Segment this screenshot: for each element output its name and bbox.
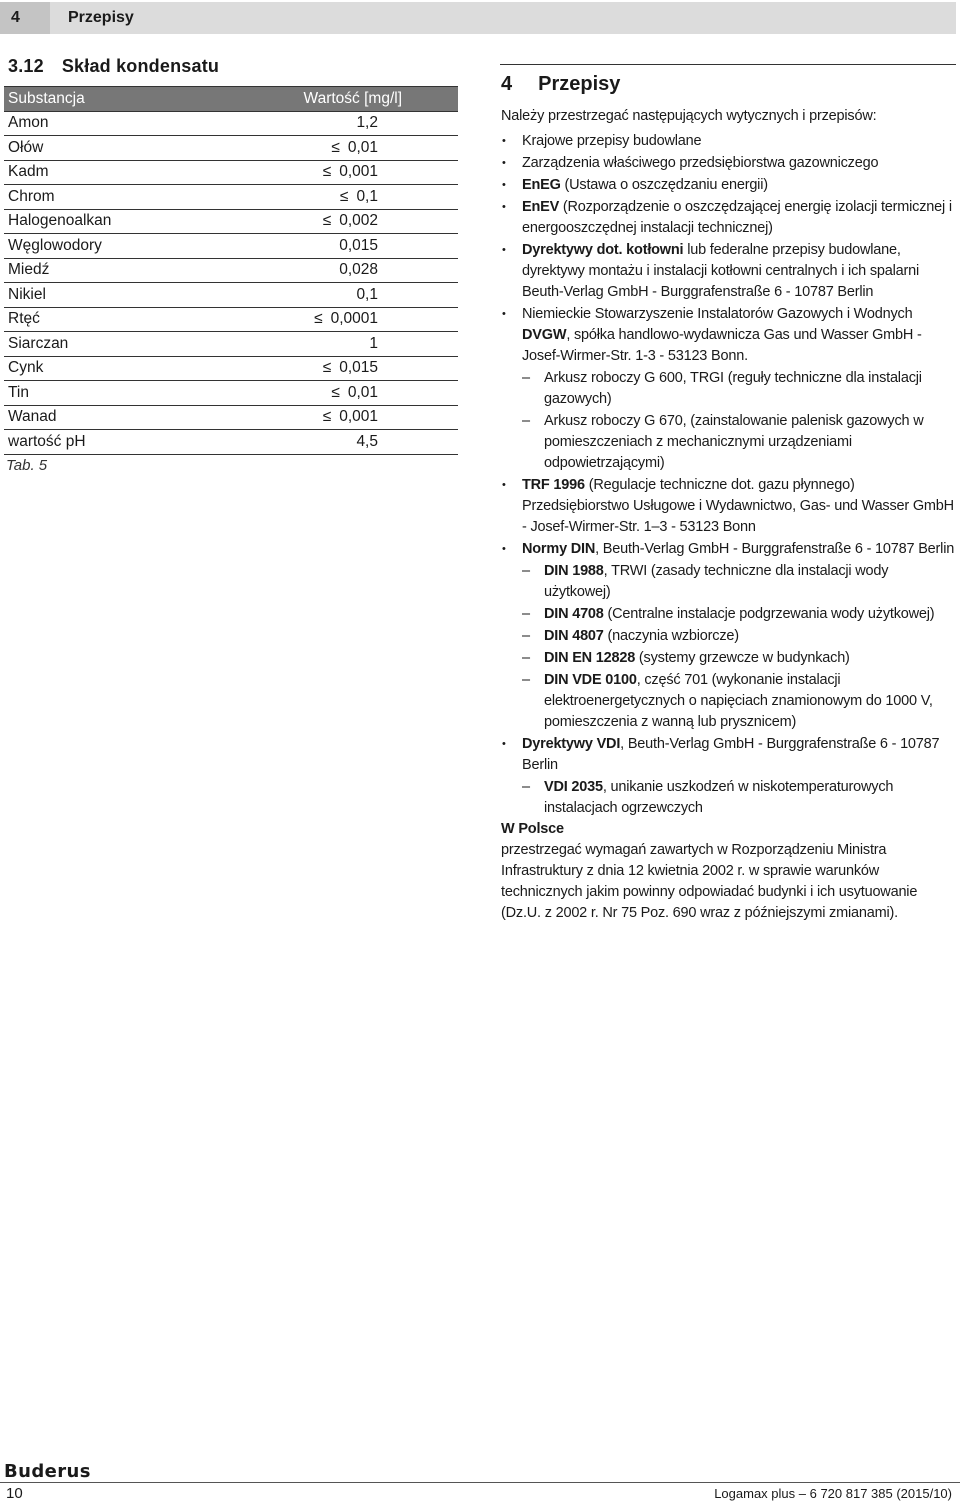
page-number: 10 [6,1485,23,1502]
value-text: 0,002 [339,212,378,230]
table-row [4,234,458,259]
list-item: • Dyrektywy dot. kotłowni lub federalne przepisy budowlane, dyrektywy montażu i instalacji kotłowni centralnych i ich spalarni Beuth-Verlag GmbH - Burggrafenstraße 6 - 10787 Berlin [501,240,956,303]
list-item: • EnEV (Rozporządzenie o oszczędzającej energię izolacji termicznej i energooszczędnej instalacji technicznej) [501,197,956,239]
chapter-number: 4 [0,2,50,34]
regulations-number: 4 [501,73,513,95]
section-heading [8,56,219,77]
substance-value [191,307,458,332]
substance-name: Tin [4,381,191,406]
substance-value [191,430,458,455]
sub-list-item: – DIN VDE 0100, część 701 (wykonanie instalacji elektroenergetycznych o napięciach znamionowym do 1000 V, pomieszczenia z wanną lub prysznicem) [501,670,956,733]
value-text: 0,015 [339,236,378,254]
buderus-logo: Buderus [4,1461,91,1482]
regulations-title: Przepisy [538,73,621,95]
value-text: 0,01 [347,138,378,156]
substance-name: Amon [4,111,191,136]
substance-value [191,332,458,357]
less-or-equal-symbol: ≤ [339,187,349,205]
sub-list-item: – DIN EN 12828 (systemy grzewcze w budynkach) [501,648,956,669]
table-caption: Tab. 5 [6,457,48,474]
table-row [4,430,458,455]
section-number: 3.12 [8,56,44,76]
value-text: 0,001 [339,163,378,181]
substance-value [191,283,458,308]
value-text: 0,0001 [330,310,378,328]
sub-list-item: – VDI 2035, unikanie uszkodzeń w niskotemperaturowych instalacjach ogrzewczych [501,777,956,819]
table-row [4,307,458,332]
substance-name: Miedź [4,258,191,283]
table-body [4,111,458,454]
less-or-equal-symbol: ≤ [322,163,332,181]
less-or-equal-symbol: ≤ [331,138,340,156]
substance-value [191,258,458,283]
substance-value [191,136,458,161]
document-id: Logamax plus – 6 720 817 385 (2015/10) [714,1486,952,1501]
poland-text: przestrzegać wymagań zawartych w Rozporządzeniu Ministra Infrastruktury z dnia 12 kwietnia 2002 r. w sprawie warunków technicznych jakim powinny odpowiadać budynki i ich usytuowanie (Dz.U. z 2002 r. Nr 75 Poz. 690 wraz z późniejszymi zmianami). [501,842,918,921]
value-text: 0,028 [339,261,378,279]
table-header-row [4,87,458,112]
column-header-substance: Substancja [4,87,191,112]
less-or-equal-symbol: ≤ [331,383,340,401]
table-row [4,283,458,308]
value-text: 0,015 [339,359,378,377]
table-row [4,160,458,185]
header-bar [0,2,956,34]
less-or-equal-symbol: ≤ [322,212,332,230]
substance-value [191,160,458,185]
column-header-value: Wartość [mg/l] [191,87,458,112]
sub-list-item: – Arkusz roboczy G 670, (zainstalowanie palenisk gazowych w pomieszczeniach z mechanicznymi urządzeniami odpowietrzającymi) [501,411,956,474]
less-or-equal-symbol: ≤ [314,310,323,328]
value-text: 0,001 [339,408,378,426]
chapter-title: Przepisy [68,9,134,26]
table-row [4,381,458,406]
substance-value [191,234,458,259]
poland-heading: W Polsce [501,821,564,837]
sub-list-item: – DIN 4807 (naczynia wzbiorcze) [501,626,956,647]
substance-name: Siarczan [4,332,191,357]
footer-divider [0,1482,960,1483]
list-item: • Zarządzenia właściwego przedsiębiorstwa gazowniczego [501,153,956,174]
value-text: 0,01 [347,383,378,401]
table-row [4,185,458,210]
table-row [4,136,458,161]
sub-list-item: – DIN 1988, TRWI (zasady techniczne dla instalacji wody użytkowej) [501,561,956,603]
substance-name: Nikiel [4,283,191,308]
section-title: Skład kondensatu [61,56,220,76]
value-text: 0,1 [356,187,378,205]
list-item: • Niemieckie Stowarzyszenie Instalatorów Gazowych i Wodnych DVGW, spółka handlowo-wydawnicza Gas und Wasser GmbH - Josef-Wirmer-Str. 1-3 - 53123 Bonn. [501,304,956,367]
substance-name: Cynk [4,356,191,381]
substance-value [191,381,458,406]
regulations-heading [501,73,620,96]
less-or-equal-symbol: ≤ [322,408,332,426]
substance-name: Chrom [4,185,191,210]
value-text: 0,1 [356,285,378,303]
substance-name: Ołów [4,136,191,161]
substance-value [191,111,458,136]
intro-text: Należy przestrzegać następujących wytycznych i przepisów: [501,108,877,124]
substance-name: Kadm [4,160,191,185]
table-row [4,258,458,283]
substance-name: wartość pH [4,430,191,455]
substance-name: Rtęć [4,307,191,332]
list-item: • Dyrektywy VDI, Beuth-Verlag GmbH - Burggrafenstraße 6 - 10787 Berlin [501,734,956,776]
value-text: 1,2 [356,114,378,132]
list-item: • EnEG (Ustawa o oszczędzaniu energii) [501,175,956,196]
less-or-equal-symbol: ≤ [322,359,332,377]
substance-name: Wanad [4,405,191,430]
sub-list-item: – Arkusz roboczy G 600, TRGI (reguły techniczne dla instalacji gazowych) [501,368,956,410]
table-row [4,405,458,430]
substance-value [191,356,458,381]
table-row [4,111,458,136]
list-item: • Krajowe przepisy budowlane [501,131,956,152]
value-text: 4,5 [356,432,378,450]
value-text: 1 [369,334,378,352]
table-row [4,332,458,357]
table-row [4,356,458,381]
substance-value [191,405,458,430]
sub-list-item: – DIN 4708 (Centralne instalacje podgrzewania wody użytkowej) [501,604,956,625]
section-divider [500,64,956,65]
list-item: • Normy DIN, Beuth-Verlag GmbH - Burggrafenstraße 6 - 10787 Berlin [501,539,956,560]
substance-name: Halogenoalkan [4,209,191,234]
regulations-body [501,106,956,924]
list-item: • TRF 1996 (Regulacje techniczne dot. gazu płynnego) Przedsiębiorstwo Usługowe i Wydawnictwo, Gas- und Wasser GmbH - Josef-Wirmer-Str. 1–3 - 53123 Bonn [501,475,956,538]
substance-value [191,209,458,234]
table-row [4,209,458,234]
substance-name: Węglowodory [4,234,191,259]
condensate-table [4,86,458,455]
substance-value [191,185,458,210]
